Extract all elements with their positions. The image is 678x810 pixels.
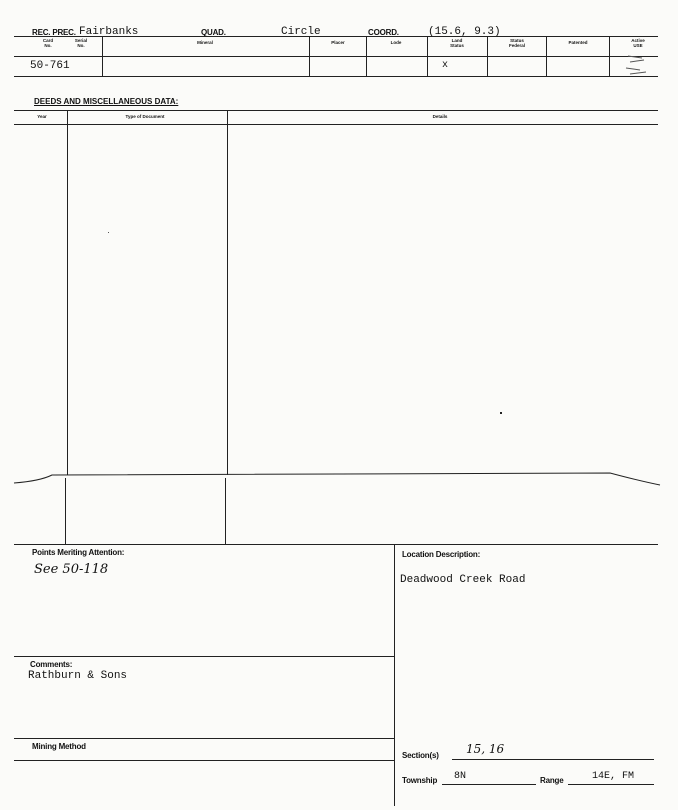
deeds-col-divider — [227, 110, 228, 475]
col-active: Active USE — [631, 38, 645, 48]
col-patented: Patented — [568, 40, 588, 45]
range-underline — [568, 784, 654, 785]
col-divider — [546, 36, 547, 76]
lower-top-line — [14, 544, 658, 545]
rec-prec-label: REC. PREC. — [32, 28, 76, 37]
comments-top-line — [14, 656, 394, 657]
quad-label: QUAD. — [201, 28, 226, 37]
col-divider — [102, 36, 103, 76]
township-underline — [442, 784, 536, 785]
deeds-title: DEEDS AND MISCELLANEOUS DATA: — [34, 97, 179, 106]
col-mineral: Mineral — [197, 40, 213, 45]
location-value: Deadwood Creek Road — [400, 574, 526, 586]
deeds-top-line — [14, 110, 658, 111]
active-stamp-mark — [620, 52, 656, 80]
page-seam — [0, 465, 678, 495]
col-land-status: Land Status — [450, 38, 464, 48]
township-label: Township — [402, 776, 438, 785]
rec-prec-value: Fairbanks — [79, 26, 139, 38]
coord-label: COORD. — [368, 28, 399, 37]
section-value: 15, 16 — [466, 742, 505, 756]
col-placer: Placer — [331, 40, 345, 45]
header-top-line — [14, 36, 658, 37]
deeds-col-year: Year — [37, 114, 47, 119]
mining-top-line — [14, 738, 394, 739]
lower-mid-divider — [394, 544, 395, 806]
col-divider — [487, 36, 488, 76]
deeds-col-divider — [67, 110, 68, 475]
section-label: Section(s) — [402, 751, 439, 760]
col-divider — [366, 36, 367, 76]
col-divider — [427, 36, 428, 76]
mining-label: Mining Method — [32, 742, 86, 751]
lower-col-divider — [65, 478, 66, 544]
lower-col-divider — [225, 478, 226, 544]
col-status-federal: Status Federal — [508, 38, 525, 48]
comments-value: Rathburn & Sons — [28, 670, 128, 682]
points-value: See 50-118 — [34, 562, 109, 577]
range-value: 14E, FM — [592, 771, 635, 782]
deeds-col-type: Type of Document — [125, 114, 165, 119]
speck — [500, 412, 502, 414]
col-divider — [309, 36, 310, 76]
card-no-value: 50-761 — [30, 60, 70, 72]
speck — [108, 232, 109, 233]
deeds-col-details: Details — [432, 114, 448, 119]
col-serial-no: Serial No. — [74, 38, 88, 48]
quad-value: Circle — [281, 26, 321, 38]
coord-value: (15.6, 9.3) — [428, 26, 501, 38]
header-subline — [14, 56, 658, 57]
col-card-no: Card No. — [42, 38, 54, 48]
comments-label: Comments: — [30, 660, 73, 669]
location-label: Location Description: — [402, 550, 481, 559]
points-label: Points Meriting Attention: — [32, 548, 125, 557]
section-underline — [452, 759, 654, 760]
col-divider — [609, 36, 610, 76]
col-lode: Lode — [390, 40, 402, 45]
land-status-mark: x — [442, 60, 449, 71]
township-value: 8N — [454, 771, 467, 782]
deeds-header-line — [14, 124, 658, 125]
mining-bottom-line — [14, 760, 394, 761]
header-bottom-line — [14, 76, 658, 77]
range-label: Range — [540, 776, 564, 785]
